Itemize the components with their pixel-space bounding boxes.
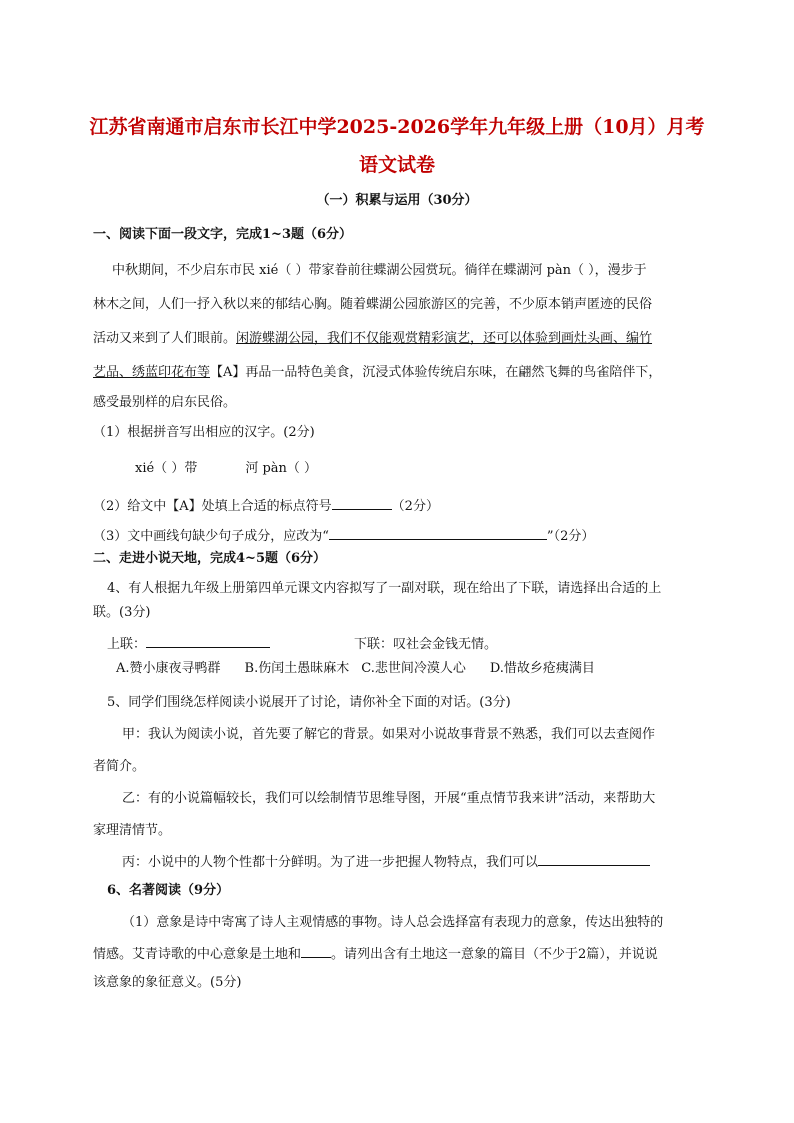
question-4-line-1: 4、有人根据九年级上册第四单元课文内容拟写了一副对联，现在给出了下联，请选择出合适的上 (107, 581, 662, 596)
q1-answer-row: xié（ ）带 河 pàn（ ） (135, 461, 318, 476)
q4-options (116, 660, 595, 678)
upper-couplet-blank[interactable] (146, 634, 270, 648)
option-b[interactable]: B.伤闰土愚昧麻木 (244, 661, 350, 676)
question-3: （3）文中画线句缺少句子成分，应改为“ ”（2分） (93, 526, 594, 546)
question-1: （1）根据拼音写出相应的汉字。(2分) (93, 425, 315, 440)
passage-line-5: 感受最别样的启东民俗。 (93, 395, 237, 410)
question-6-line-2: 情感。艾青诗歌的中心意象是土地和 。请列出含有土地这一意象的篇目（不少于2篇），并说说 (93, 944, 658, 964)
question-5: 5、同学们围绕怎样阅读小说展开了讨论，请你补全下面的对话。(3分) (107, 695, 511, 710)
q2-answer-blank[interactable] (332, 496, 392, 510)
question-4-line-2: 联。(3分) (93, 605, 151, 620)
doc-title: 江苏省南通市启东市长江中学2025-2026学年九年级上册（10月）月考 (89, 116, 705, 138)
option-c[interactable]: C.悲世间冷漠人心 (361, 661, 466, 676)
dialogue-bing: 丙：小说中的人物个性都十分鲜明。为了进一步把握人物特点，我们可以 (122, 852, 650, 872)
option-d[interactable]: D.惜故乡疮痍满目 (489, 661, 595, 676)
part-two-heading: 二、走进小说天地，完成4~5题（6分） (93, 551, 327, 566)
doc-subtitle: 语文试卷 (358, 154, 435, 176)
underlined-sentence: 闲游蝶湖公园，我们不仅能观赏精彩演艺，还可以体验到画灶头画、编竹 (236, 331, 653, 346)
question-6-heading: 6、名著阅读（9分） (107, 883, 230, 898)
q6-answer-blank[interactable] (301, 944, 331, 958)
q5-answer-blank[interactable] (538, 852, 650, 866)
part-one-heading: 一、阅读下面一段文字，完成1~3题（6分） (93, 227, 353, 242)
question-6-line-3: 该意象的象征意义。(5分) (93, 975, 242, 990)
dialogue-yi-line-1: 乙：有的小说篇幅较长，我们可以绘制情节思维导图，开展“重点情节我来讲”活动，来帮助大 (122, 791, 656, 806)
passage-line-1: 中秋期间，不少启东市民 xié（ ）带家眷前往蝶湖公园赏玩。徜徉在蝶湖河 pàn（ ），漫步于 (112, 263, 647, 278)
dialogue-yi-line-2: 家理清情节。 (93, 823, 172, 838)
dialogue-jia-line-2: 者简介。 (93, 759, 146, 774)
option-a[interactable]: A.赞小康夜寻鸭群 (116, 661, 221, 676)
question-2: （2）给文中【A】处填上合适的标点符号 （2分） (93, 496, 439, 516)
passage-line-4: 艺品、绣蓝印花布等【A】再品一品特色美食，沉浸式体验传统启东味，在翩然飞舞的鸟雀陪伴下， (93, 365, 662, 380)
question-6-line-1: （1）意象是诗中寄寓了诗人主观情感的事物。诗人总会选择富有表现力的意象，传达出独特的 (122, 915, 664, 930)
passage-line-3: 活动又来到了人们眼前。闲游蝶湖公园，我们不仅能观赏精彩演艺，还可以体验到画灶头画、编竹 (93, 331, 653, 346)
passage-line-2: 林木之间，人们一抒入秋以来的郁结心胸。随着蝶湖公园旅游区的完善，不少原本销声匿迹的民俗 (93, 297, 653, 312)
section-heading: （一）积累与运用（30分） (316, 193, 478, 208)
q3-answer-blank[interactable] (329, 526, 547, 540)
dialogue-jia-line-1: 甲：我认为阅读小说，首先要了解它的背景。如果对小说故事背景不熟悉，我们可以去查阅作 (122, 727, 656, 742)
couplet-row: 上联： 下联：叹社会金钱无情。 (107, 634, 497, 654)
